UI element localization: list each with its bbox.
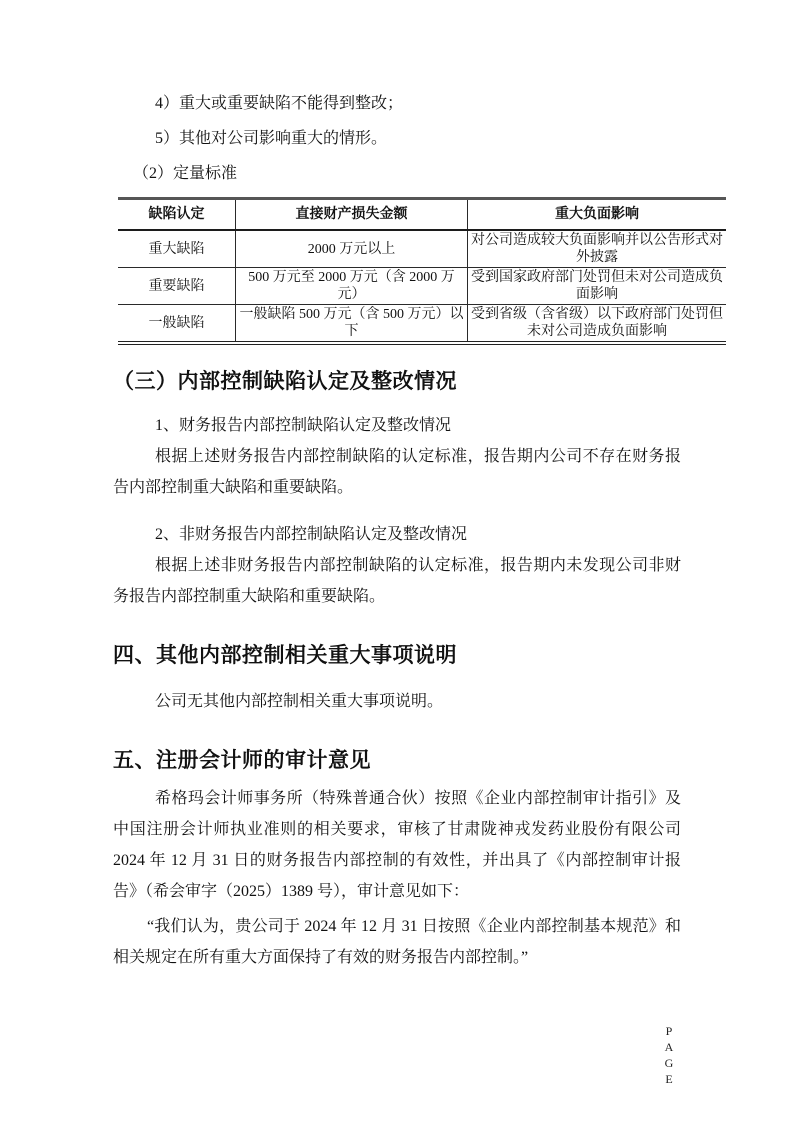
- table-header-row: [118, 199, 726, 231]
- cell-negative-impact: 对公司造成较大负面影响并以公告形式对外披露: [468, 230, 727, 268]
- cell-negative-impact: 受到国家政府部门处罚但未对公司造成负面影响: [468, 268, 727, 305]
- section-heading-defect-recognition: （三）内部控制缺陷认定及整改情况: [113, 370, 457, 393]
- paragraph-financial-defects: 根据上述财务报告内部控制缺陷的认定标准，报告期内公司不存在财务报告内部控制重大缺陷和重要缺陷。: [113, 448, 681, 496]
- col-header-defect-type: 缺陷认定: [118, 199, 236, 231]
- paragraph-other-matters: 公司无其他内部控制相关重大事项说明。: [155, 693, 444, 710]
- paragraph-audit-basis: 希格玛会计师事务所（特殊普通合伙）按照《企业内部控制审计指引》及中国注册会计师执业准则的相关要求，审核了甘肃陇神戎发药业股份有限公司 2024 年 12 月 31 日的财务报告内部控制的有效性，并出具了《内部控制审计报告》（希会审字（2025）1389 号），审计意见如下：: [113, 790, 681, 900]
- cell-defect-type: 重要缺陷: [118, 268, 236, 305]
- table-row: [118, 268, 726, 305]
- paragraph-nonfinancial-defects: 根据上述非财务报告内部控制缺陷的认定标准，报告期内未发现公司非财务报告内部控制重大缺陷和重要缺陷。: [113, 557, 681, 605]
- section-heading-other-matters: 四、其他内部控制相关重大事项说明: [113, 644, 457, 667]
- defect-criteria-table: [118, 197, 726, 345]
- list-item-5: 5）其他对公司影响重大的情形。: [155, 130, 388, 147]
- table-row: [118, 230, 726, 268]
- cell-negative-impact: 受到省级（含省级）以下政府部门处罚但未对公司造成负面影响: [471, 307, 723, 339]
- cell-direct-loss: 2000 万元以上: [236, 230, 468, 268]
- subsection-nonfinancial-report-defects: 2、非财务报告内部控制缺陷认定及整改情况: [155, 526, 468, 543]
- cell-defect-type: 一般缺陷: [118, 305, 236, 344]
- col-header-direct-loss: 直接财产损失金额: [236, 199, 468, 231]
- list-item-4: 4）重大或重要缺陷不能得到整改；: [155, 95, 404, 112]
- cell-defect-type: 重大缺陷: [118, 230, 236, 268]
- subsection-financial-report-defects: 1、财务报告内部控制缺陷认定及整改情况: [155, 417, 452, 434]
- cell-direct-loss: 一般缺陷 500 万元（含 500 万元）以下: [236, 305, 468, 344]
- col-header-negative-impact: 重大负面影响: [468, 199, 727, 231]
- table-row: [118, 305, 726, 344]
- section-heading-audit-opinion: 五、注册会计师的审计意见: [113, 749, 371, 772]
- cell-direct-loss: 500 万元至 2000 万元（含 2000 万元）: [236, 268, 468, 305]
- page-content: [113, 86, 723, 973]
- page-number-field: PAGE: [662, 1024, 676, 1088]
- paragraph-audit-opinion-quote: “我们认为，贵公司于 2024 年 12 月 31 日按照《企业内部控制基本规范》和相关规定在所有重大方面保持了有效的财务报告内部控制。”: [113, 918, 681, 966]
- list-item-quantitative-standard: （2）定量标准: [133, 165, 238, 182]
